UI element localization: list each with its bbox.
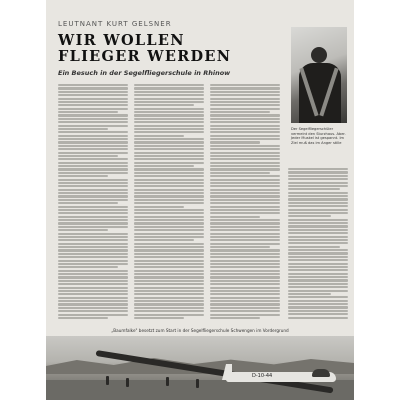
pilot-photo-caption: Der Segelfliegerschüler vermeint den Sturzhaus. Aber. Jeder Muskel ist gespannt. Im Ziel muß das im Anger stille (291, 127, 346, 145)
glider-photo (46, 336, 354, 400)
author-byline: LEUTNANT KURT GELSNER (58, 20, 172, 28)
pilot-head (311, 47, 327, 63)
glider-photo-caption: „Baumfalke" besetzt zum Start in der Segelfliegerschule Schwengen im Vordergrund (111, 328, 289, 333)
text-column-2 (134, 84, 204, 324)
person-figure (126, 378, 129, 387)
article-subline: Ein Besuch in der Segelfliegerschule in Rhinow (58, 69, 231, 77)
glider-cockpit (312, 369, 330, 377)
article-headline (58, 33, 280, 65)
person-figure (106, 376, 109, 385)
article-body-text (58, 84, 280, 324)
glider-registration: D-10-44 (252, 373, 273, 379)
text-column-4 (288, 168, 348, 324)
pilot-photo (291, 27, 347, 123)
magazine-page (46, 0, 354, 400)
person-figure (196, 379, 199, 388)
person-figure (166, 377, 169, 386)
text-column-1 (58, 84, 128, 324)
headline-line-2: FLIEGER WERDEN (58, 48, 232, 65)
headline-line-1: WIR WOLLEN (58, 32, 185, 49)
text-column-3 (210, 84, 280, 324)
